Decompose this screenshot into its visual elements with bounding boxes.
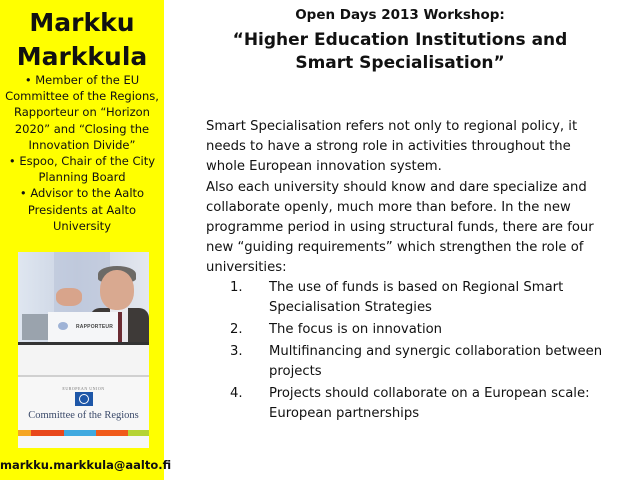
detail-paragraph: Also each university should know and dare specialize and collaborate openly, much more than before. In the new programme period in using structural funds, there are four new “guiding requirements” which strengthen the role of universities: bbox=[206, 180, 594, 275]
eu-logo-icon bbox=[75, 392, 93, 406]
title-line: Smart Specialisation” bbox=[295, 53, 505, 73]
color-stripe bbox=[96, 430, 128, 436]
color-stripe bbox=[128, 430, 149, 436]
bio-item: • Member of the EU Committee of the Regions, Rapporteur on “Horizon 2020” and “Closing the Innovation Divide” bbox=[5, 73, 159, 152]
speaker-bio bbox=[0, 72, 164, 234]
nameplate bbox=[48, 312, 118, 342]
banner-eu-text: EUROPEAN UNION bbox=[62, 386, 105, 391]
speaker-name bbox=[0, 6, 164, 74]
bio-item: • Espoo, Chair of the City Planning Board bbox=[8, 154, 156, 185]
desk-front bbox=[18, 345, 149, 377]
color-stripe bbox=[18, 430, 31, 436]
requirement-text: Projects should collaborate on a European scale: European partnerships bbox=[269, 386, 590, 421]
nameplate-text: RAPPORTEUR bbox=[76, 324, 114, 330]
requirement-item bbox=[230, 320, 610, 340]
intro-paragraph: Smart Specialisation refers not only to regional policy, it needs to have a strong role in activities throughout the whole European innovation system. bbox=[206, 119, 578, 174]
requirement-item bbox=[230, 342, 610, 382]
photo-hand bbox=[56, 288, 82, 306]
speaker-sidebar bbox=[0, 0, 172, 480]
workshop-subtitle: Open Days 2013 Workshop: bbox=[295, 7, 505, 23]
requirements-list bbox=[230, 278, 610, 426]
requirement-text: The use of funds is based on Regional Smart Specialisation Strategies bbox=[269, 280, 564, 315]
color-stripe bbox=[31, 430, 64, 436]
requirement-item bbox=[230, 278, 610, 318]
speaker-email[interactable]: markku.markkula@aalto.fi bbox=[0, 458, 172, 472]
banner-title: Committee of the Regions bbox=[28, 410, 139, 421]
bio-item: • Advisor to the Aalto Presidents at Aalto University bbox=[19, 186, 145, 233]
speaker-first-name: Markku bbox=[29, 8, 135, 37]
photo-head bbox=[100, 270, 134, 310]
photo-glass bbox=[22, 314, 48, 340]
title-line: “Higher Education Institutions and bbox=[232, 30, 568, 50]
speaker-last-name: Markkula bbox=[16, 42, 148, 71]
color-stripe bbox=[64, 430, 96, 436]
requirement-number: 1. bbox=[230, 280, 243, 295]
requirement-text: The focus is on innovation bbox=[269, 322, 443, 337]
requirement-number: 3. bbox=[230, 344, 243, 359]
requirement-item bbox=[230, 384, 610, 424]
requirement-number: 4. bbox=[230, 386, 243, 401]
requirement-text: Multifinancing and synergic collaboration between projects bbox=[269, 344, 603, 379]
nameplate-logo-icon bbox=[58, 322, 68, 330]
requirement-number: 2. bbox=[230, 322, 243, 337]
workshop-title bbox=[200, 29, 600, 75]
speaker-photo bbox=[18, 252, 149, 448]
